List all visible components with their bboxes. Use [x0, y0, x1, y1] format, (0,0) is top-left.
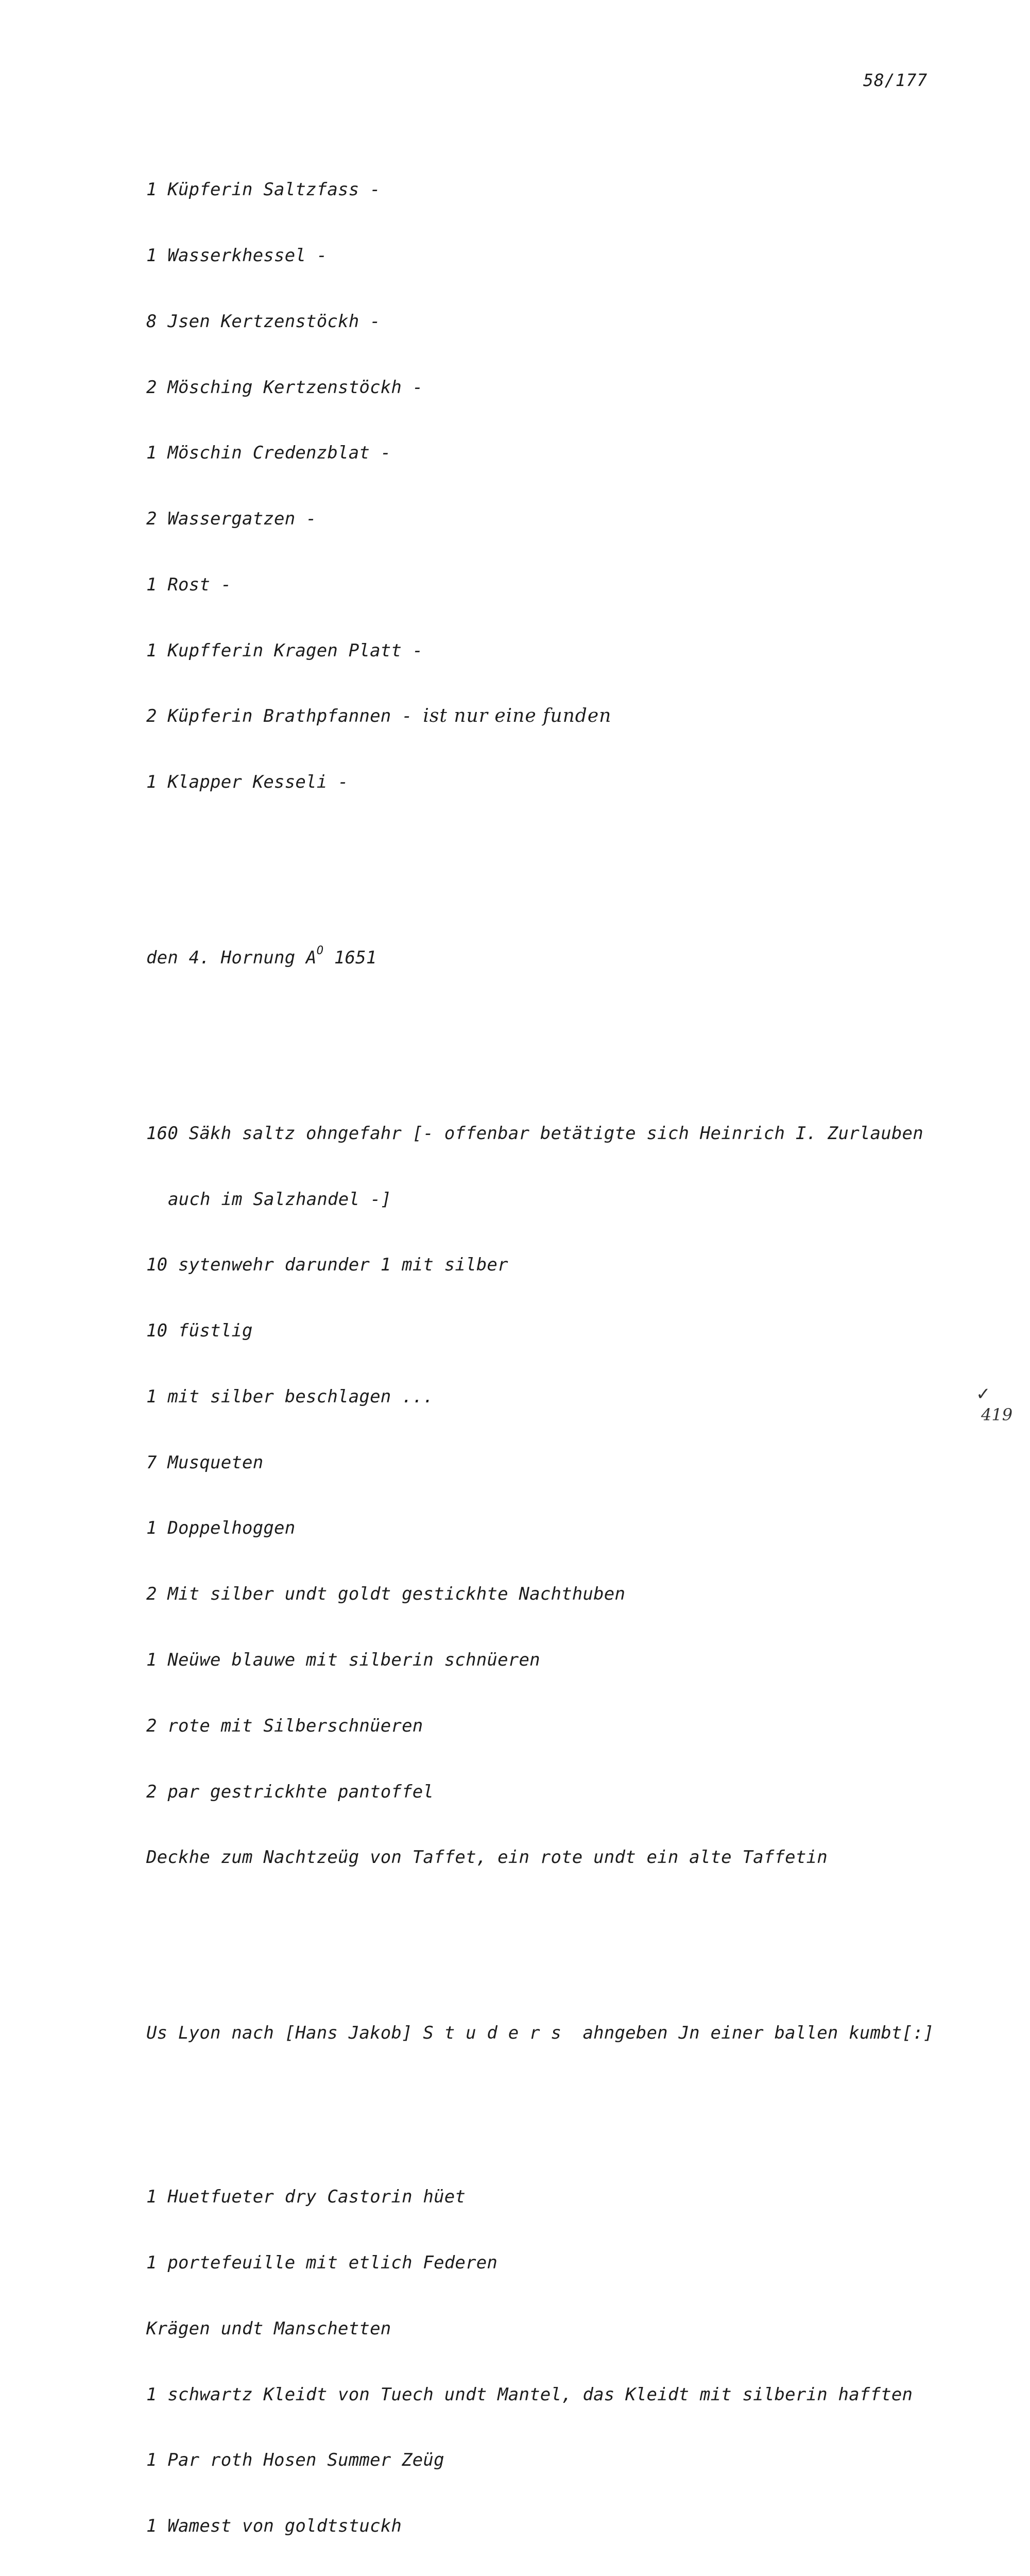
list-item: 160 Säkh saltz ohngefahr [- offenbar betätigte sich Heinrich I. Zurlauben [146, 1123, 923, 1144]
list-item: 7 Musqueten [146, 1452, 264, 1473]
list-item: 1 Wasserkhessel - [146, 245, 328, 266]
list-item: Krägen undt Manschetten [146, 2318, 391, 2339]
list-item: 10 sytenwehr darunder 1 mit silber [146, 1255, 508, 1276]
list-item: 2 rote mit Silberschnüeren [146, 1715, 423, 1736]
list-item: 2 Mösching Kertzenstöckh - [146, 377, 423, 398]
typed-text: 2 Küpferin Brathpfannen - [146, 706, 423, 727]
list-item: 1 Kupfferin Kragen Platt - [146, 640, 423, 661]
list-item: 1 schwartz Kleidt von Tuech undt Mantel, das Kleidt mit silberin hafften [146, 2384, 913, 2405]
spacer [146, 1935, 960, 1957]
check-mark-icon: ✓ [976, 1384, 991, 1404]
date-line [146, 944, 960, 969]
page-number: 58/177 [863, 70, 928, 90]
spacer [146, 859, 960, 882]
list-item-continuation: auch im Salzhandel -] [168, 1189, 392, 1210]
list-item: 2 Mit silber undt goldt gestickhte Nachthuben [146, 1584, 626, 1605]
list-item: 1 Par roth Hosen Summer Zeüg [146, 2450, 444, 2471]
list-item [146, 705, 960, 727]
spacer [146, 2110, 960, 2120]
date-year: 1651 [323, 947, 377, 968]
list-item: 8 Jsen Kertzenstöckh - [146, 311, 381, 332]
list-item: 1 Möschin Credenzblat - [146, 443, 391, 464]
spacer [146, 1035, 960, 1057]
list-item: 1 Doppelhoggen [146, 1518, 296, 1539]
list-item: 1 portefeuille mit etlich Federen [146, 2252, 498, 2273]
list-item: 2 par gestrickhte pantoffel [146, 1781, 434, 1802]
list-item: 1 Küpferin Saltzfass - [146, 179, 381, 200]
section-heading: Us Lyon nach [Hans Jakob] S t u d e r s ahngeben Jn einer ballen kumbt[:] [146, 2023, 934, 2044]
document-body [146, 135, 960, 2576]
list-item: 1 Rost - [146, 574, 232, 595]
list-item: 1 mit silber beschlagen ... [146, 1386, 434, 1407]
date-prefix: den 4. Hornung A [146, 947, 317, 968]
list-item: 1 Klapper Kesseli - [146, 772, 349, 793]
list-item: 10 füstlig [146, 1320, 253, 1342]
list-item: 2 Wassergatzen - [146, 509, 317, 530]
archive-annotation: 419 [981, 1405, 1013, 1425]
list-item: 1 Huetfueter dry Castorin hüet [146, 2187, 466, 2208]
date-superscript: O [316, 944, 324, 957]
list-item: 1 Neüwe blauwe mit silberin schnüeren [146, 1649, 540, 1670]
list-item: Deckhe zum Nachtzeüg von Taffet, ein rote undt ein alte Taffetin [146, 1847, 828, 1868]
handwritten-note: ist nur eine funden [423, 705, 612, 727]
list-item: 1 Wamest von goldtstuckh [146, 2516, 402, 2537]
